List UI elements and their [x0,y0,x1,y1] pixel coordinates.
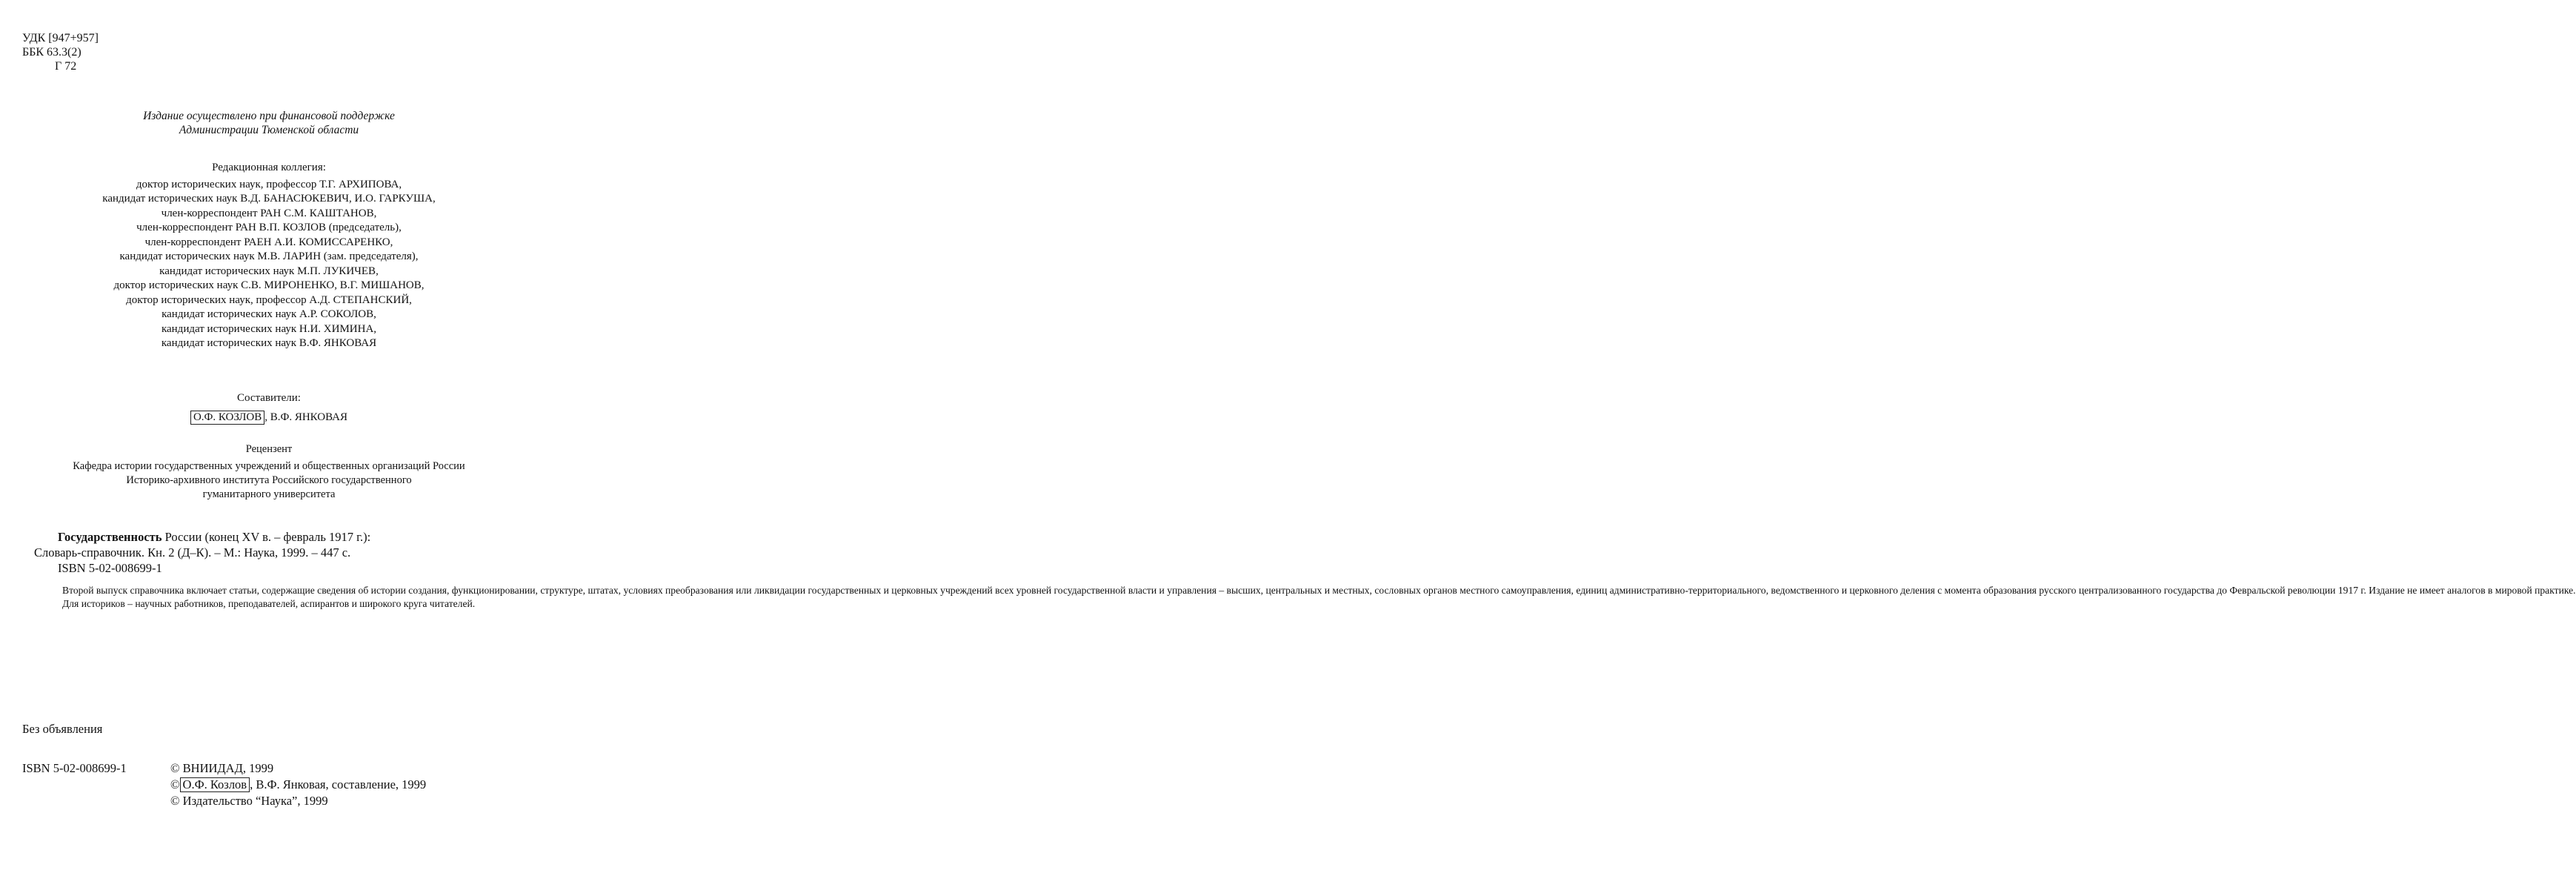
reviewer-heading: Рецензент [245,443,293,455]
funding-line: Администрации Тюменской области [179,123,359,136]
reviewer-line: Историко-архивного института Российского государственного [126,474,412,486]
classification-codes [22,31,99,73]
compilers-heading: Составители: [237,392,301,404]
reviewer-line: Кафедра истории государственных учреждений и общественных организаций России [73,460,465,472]
biblio-imprint: Словарь-справочник. Кн. 2 (Д–К). – М.: Наука, 1999. – 447 с. [34,545,351,560]
abstract [46,584,2576,611]
footer-isbn: ISBN 5-02-008699-1 [22,761,127,775]
editorial-board-heading: Редакционная коллегия: [212,162,326,173]
author-mark: Г 72 [55,60,77,73]
copyright-symbol: © [170,777,180,791]
board-member: кандидат исторических наук М.П. ЛУКИЧЕВ, [159,265,379,277]
copyright-line: © ВНИИДАД, 1999 [170,761,274,775]
bibliographic-record [34,529,371,576]
editorial-board [0,161,538,351]
copyright-line: © Издательство “Наука”, 1999 [170,794,328,808]
compiler-boxed-name: О.Ф. КОЗЛОВ [190,411,264,425]
board-member: кандидат исторических наук В.Д. БАНАСЮКЕВИЧ, И.О. ГАРКУША, [102,193,436,205]
board-member: доктор исторических наук, профессор А.Д. СТЕПАНСКИЙ, [126,293,412,306]
copyright-line [170,777,426,793]
reviewer-block [0,442,538,502]
board-member: доктор исторических наук С.В. МИРОНЕНКО, В.Г. МИШАНОВ, [113,279,425,291]
board-member: член-корреспондент РАН В.П. КОЗЛОВ (председатель), [136,222,402,233]
biblio-title-rest: России (конец XV в. – февраль 1917 г.): [162,530,371,544]
udk-code: УДК [947+957] [22,32,99,44]
copyright-rest: , В.Ф. Янковая, составление, 1999 [250,777,427,791]
board-member: доктор исторических наук, профессор Т.Г. АРХИПОВА, [136,178,402,190]
bbk-code: ББК 63.3(2) [22,46,81,59]
board-member: кандидат исторических наук Н.И. ХИМИНА, [161,322,377,335]
board-member: кандидат исторических наук В.Ф. ЯНКОВАЯ [161,337,377,349]
copyright-block [170,760,426,809]
reviewer-line: гуманитарного университета [202,488,336,500]
board-member: член-корреспондент РАЕН А.И. КОМИССАРЕНКО, [144,236,393,248]
board-member: кандидат исторических наук А.Р. СОКОЛОВ, [162,308,376,320]
board-member: член-корреспондент РАН С.М. КАШТАНОВ, [161,207,377,219]
funding-line: Издание осуществлено при финансовой поддержке [143,110,395,122]
abstract-paragraph: Второй выпуск справочника включает статьи, содержащие сведения об истории создания, функционировании, структуре, штатах, условиях преобразования или ликвидации государственных и церковных учреждений всех уровней государственной власти и управления – высших, центральных и местных, сословных органов местного самоуправления, единиц административно-территориального, ведомственного и церковного деления с момента образования русского централизованного государства до Февральской революции 1917 г. Издание не имеет аналогов в мировой практике. [62,585,2576,596]
copyright-boxed-name: О.Ф. Козлов [180,777,250,792]
biblio-title-line [58,529,370,545]
biblio-isbn: ISBN 5-02-008699-1 [58,561,162,575]
board-member: кандидат исторических наук М.В. ЛАРИН (зам. председателя), [119,250,419,262]
no-ads-note: Без объявления [22,722,103,736]
funding-note [0,110,538,137]
compilers-names [0,411,538,425]
abstract-paragraph: Для историков – научных работников, преподавателей, аспирантов и широкого круга читателей. [62,597,476,609]
compilers-block [0,391,538,425]
compiler-other-name: , В.Ф. ЯНКОВАЯ [264,411,348,423]
biblio-title: Государственность [58,530,162,544]
